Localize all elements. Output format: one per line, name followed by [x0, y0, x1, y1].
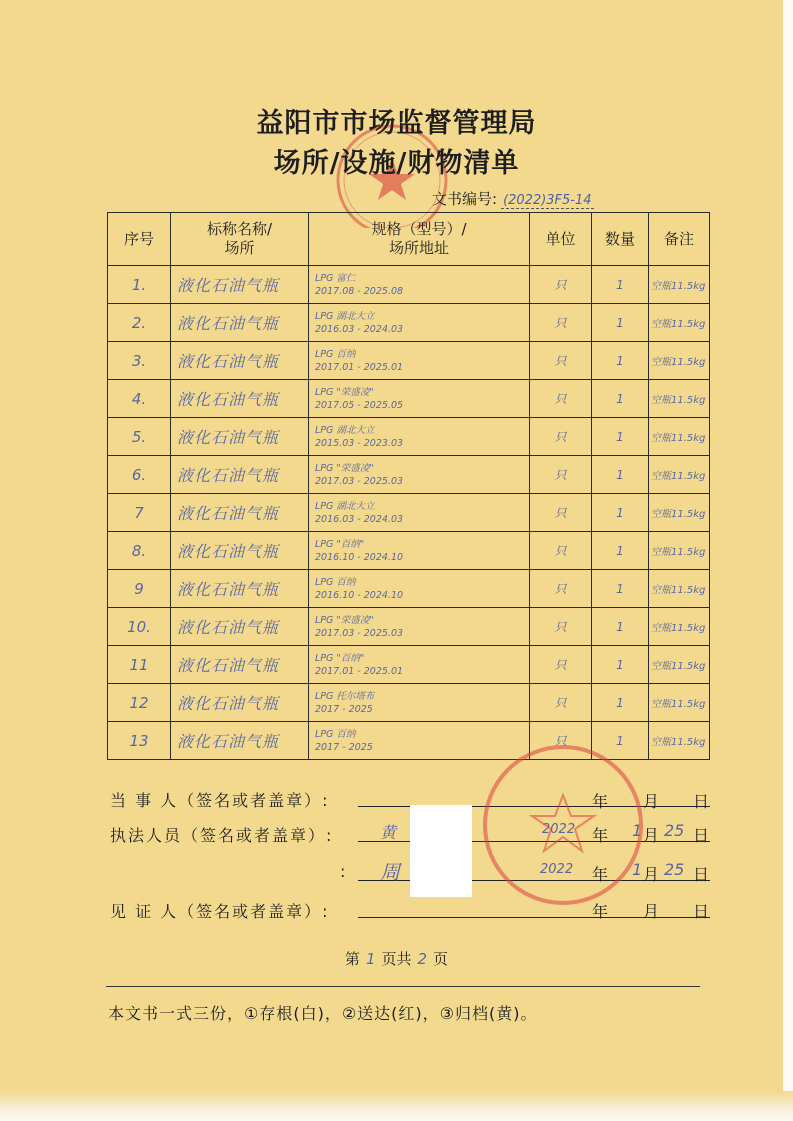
- spec-line1: [315, 614, 529, 627]
- unit-value: 只: [554, 392, 567, 406]
- seq-value: 7: [134, 503, 144, 522]
- officer1-day-label: 日: [693, 826, 710, 845]
- officer2-signature-row: [340, 862, 347, 881]
- officer1-day: 25: [664, 821, 685, 840]
- table-row: [108, 532, 710, 570]
- spec-line1: [315, 348, 529, 361]
- spec-date-range: 2015.03 - 2023.03: [315, 437, 404, 449]
- qty-value: 1: [616, 315, 624, 330]
- spec-brand: LPG 百纳: [315, 576, 356, 588]
- name-value: 液化石油气瓶: [177, 542, 280, 561]
- cell-seq: [108, 418, 171, 456]
- page-middle: 页共: [381, 950, 412, 968]
- spec-date-range: 2017 - 2025: [315, 703, 373, 715]
- spec-brand: LPG "荣盛凌": [315, 462, 374, 474]
- cell-qty: [592, 266, 649, 304]
- witness-day: 日: [693, 902, 710, 921]
- spec-line1: [315, 500, 529, 513]
- table-row: [108, 570, 710, 608]
- cell-note: [649, 646, 710, 684]
- cell-unit: [530, 608, 592, 646]
- cell-spec: [309, 456, 530, 494]
- spec-line2: [315, 703, 529, 716]
- header-qty: 数量: [592, 213, 649, 266]
- table-row: [108, 456, 710, 494]
- spec-date-range: 2016.03 - 2024.03: [315, 323, 404, 335]
- unit-value: 只: [554, 696, 567, 710]
- cell-spec: [309, 532, 530, 570]
- qty-value: 1: [616, 657, 624, 672]
- cell-qty: [592, 570, 649, 608]
- table-row: [108, 646, 710, 684]
- cell-note: [649, 418, 710, 456]
- witness-year: 年: [592, 902, 609, 921]
- qty-value: 1: [616, 467, 624, 482]
- cell-seq: [108, 532, 171, 570]
- spec-brand: LPG 百纳: [315, 348, 356, 360]
- spec-line2: [315, 285, 529, 298]
- name-value: 液化石油气瓶: [177, 352, 280, 371]
- table-row: [108, 494, 710, 532]
- seq-value: 6.: [131, 465, 147, 484]
- cell-seq: [108, 722, 171, 760]
- cell-unit: [530, 304, 592, 342]
- officer2-year: 2022: [540, 862, 574, 877]
- name-value: 液化石油气瓶: [177, 314, 280, 333]
- qty-value: 1: [616, 695, 624, 710]
- cell-note: [649, 456, 710, 494]
- cell-name: [171, 494, 309, 532]
- witness-month: 月: [643, 902, 660, 921]
- note-value: 空瓶11.5kg: [651, 395, 706, 406]
- spec-line2: [315, 513, 529, 526]
- cell-unit: [530, 684, 592, 722]
- qty-value: 1: [616, 505, 624, 520]
- cell-name: [171, 418, 309, 456]
- spec-line2: [315, 323, 529, 336]
- spec-date-range: 2017 - 2025: [315, 741, 373, 753]
- header-unit: 单位: [530, 213, 592, 266]
- cell-name: [171, 304, 309, 342]
- cell-name: [171, 570, 309, 608]
- spec-line2: [315, 475, 529, 488]
- seq-value: 3.: [131, 351, 147, 370]
- officer1-year-label: 年: [592, 826, 609, 845]
- seq-value: 13: [129, 731, 149, 750]
- cell-note: [649, 722, 710, 760]
- spec-brand: LPG "百纳": [315, 652, 365, 664]
- spec-line1: [315, 272, 529, 285]
- cell-note: [649, 304, 710, 342]
- spec-brand: LPG 托尔塔布: [315, 690, 375, 702]
- header-note: 备注: [649, 213, 710, 266]
- unit-value: 只: [554, 582, 567, 596]
- spec-line1: [315, 576, 529, 589]
- spec-line2: [315, 627, 529, 640]
- spec-brand: LPG 百纳: [315, 728, 356, 740]
- cell-note: [649, 570, 710, 608]
- document-title: 益阳市市场监督管理局: [256, 108, 537, 139]
- spec-line2: [315, 589, 529, 602]
- seq-value: 10.: [127, 617, 151, 636]
- spec-line2: [315, 399, 529, 412]
- cell-qty: [592, 304, 649, 342]
- party-month: 月: [643, 792, 660, 811]
- header-spec-line2: 场所地址: [388, 239, 449, 257]
- unit-value: 只: [554, 316, 567, 330]
- cell-qty: [592, 456, 649, 494]
- table-header-row: [108, 213, 710, 266]
- seq-value: 1.: [131, 275, 147, 294]
- inventory-table: [107, 212, 710, 760]
- unit-value: 只: [554, 354, 567, 368]
- unit-value: 只: [554, 468, 567, 482]
- officer1-month-label: 月: [643, 826, 660, 845]
- party-year: 年: [592, 792, 609, 811]
- officer1-signature: 黄: [380, 823, 397, 842]
- table-row: [108, 684, 710, 722]
- qty-value: 1: [616, 733, 624, 748]
- header-seq: 序号: [108, 213, 171, 266]
- header-name: [171, 213, 309, 266]
- cell-unit: [530, 532, 592, 570]
- name-value: 液化石油气瓶: [177, 580, 280, 599]
- cell-name: [171, 380, 309, 418]
- cell-note: [649, 532, 710, 570]
- unit-value: 只: [554, 278, 567, 292]
- officer2-day-label: 日: [693, 865, 710, 884]
- table-row: [108, 418, 710, 456]
- spec-line2: [315, 665, 529, 678]
- seq-value: 4.: [131, 389, 147, 408]
- spec-date-range: 2017.03 - 2025.03: [315, 627, 404, 639]
- spec-line1: [315, 310, 529, 323]
- cell-spec: [309, 266, 530, 304]
- cell-unit: [530, 380, 592, 418]
- cell-seq: [108, 304, 171, 342]
- spec-brand: LPG "荣盛凌": [315, 614, 374, 626]
- cell-qty: [592, 418, 649, 456]
- page-number: [0, 948, 793, 969]
- cell-qty: [592, 494, 649, 532]
- spec-line1: [315, 652, 529, 665]
- cell-seq: [108, 456, 171, 494]
- cell-seq: [108, 646, 171, 684]
- spec-brand: LPG "百纳": [315, 538, 365, 550]
- officer2-month-label: 月: [643, 865, 660, 884]
- officer1-year: 2022: [542, 822, 576, 837]
- party-label: 当 事 人（签名或者盖章）:: [110, 791, 330, 810]
- doc-number-value: (2022)3F5-14: [503, 193, 592, 208]
- page-total: 2: [417, 950, 428, 968]
- officer2-day: 25: [664, 860, 685, 879]
- cell-name: [171, 608, 309, 646]
- cell-note: [649, 494, 710, 532]
- cell-note: [649, 684, 710, 722]
- officer2-signature: 周: [380, 860, 400, 884]
- note-value: 空瓶11.5kg: [651, 509, 706, 520]
- cell-qty: [592, 342, 649, 380]
- note-value: 空瓶11.5kg: [651, 281, 706, 292]
- party-signature-row: [110, 788, 330, 811]
- header-spec: [309, 213, 530, 266]
- cell-unit: [530, 266, 592, 304]
- spec-line2: [315, 361, 529, 374]
- cell-name: [171, 532, 309, 570]
- name-value: 液化石油气瓶: [177, 694, 280, 713]
- witness-signature-row: [110, 899, 330, 922]
- cell-unit: [530, 342, 592, 380]
- officer2-month: 1: [632, 860, 643, 879]
- spec-brand: LPG 湖北大立: [315, 310, 375, 322]
- seq-value: 5.: [131, 427, 147, 446]
- note-value: 空瓶11.5kg: [651, 319, 706, 330]
- table-row: [108, 608, 710, 646]
- spec-brand: LPG 富仁: [315, 272, 356, 284]
- spec-line2: [315, 437, 529, 450]
- document-subtitle: 场所/设施/财物清单: [273, 148, 520, 179]
- unit-value: 只: [554, 734, 567, 748]
- table-row: [108, 342, 710, 380]
- name-value: 液化石油气瓶: [177, 390, 280, 409]
- officer-signature-row: [110, 823, 333, 846]
- note-value: 空瓶11.5kg: [651, 357, 706, 368]
- cell-seq: [108, 342, 171, 380]
- note-value: 空瓶11.5kg: [651, 737, 706, 748]
- cell-seq: [108, 684, 171, 722]
- cell-qty: [592, 646, 649, 684]
- note-value: 空瓶11.5kg: [651, 433, 706, 444]
- footnote: 本文书一式三份，①存根(白)，②送达(红)，③归档(黄)。: [108, 1004, 538, 1023]
- cell-seq: [108, 570, 171, 608]
- unit-value: 只: [554, 620, 567, 634]
- qty-value: 1: [616, 391, 624, 406]
- cell-name: [171, 684, 309, 722]
- doc-number-label: 文书编号:: [432, 190, 498, 208]
- doc-number: [432, 188, 594, 209]
- name-value: 液化石油气瓶: [177, 428, 280, 447]
- header-name-line2: 场所: [224, 239, 255, 257]
- cell-unit: [530, 456, 592, 494]
- footer-divider: [106, 986, 700, 987]
- cell-spec: [309, 570, 530, 608]
- spec-brand: LPG 湖北大立: [315, 500, 375, 512]
- spec-date-range: 2017.01 - 2025.01: [315, 361, 404, 373]
- cell-unit: [530, 646, 592, 684]
- spec-line1: [315, 538, 529, 551]
- cell-spec: [309, 494, 530, 532]
- unit-value: 只: [554, 544, 567, 558]
- note-value: 空瓶11.5kg: [651, 623, 706, 634]
- seq-value: 11: [129, 655, 149, 674]
- cell-qty: [592, 684, 649, 722]
- cell-spec: [309, 380, 530, 418]
- name-value: 液化石油气瓶: [177, 732, 280, 751]
- cell-spec: [309, 418, 530, 456]
- cell-name: [171, 722, 309, 760]
- cell-qty: [592, 532, 649, 570]
- table-row: [108, 304, 710, 342]
- seq-value: 12: [129, 693, 149, 712]
- note-value: 空瓶11.5kg: [651, 585, 706, 596]
- qty-value: 1: [616, 543, 624, 558]
- table-row: [108, 380, 710, 418]
- unit-value: 只: [554, 430, 567, 444]
- officer2-year-label: 年: [592, 865, 609, 884]
- name-value: 液化石油气瓶: [177, 466, 280, 485]
- spec-date-range: 2016.10 - 2024.10: [315, 551, 404, 563]
- cell-note: [649, 342, 710, 380]
- qty-value: 1: [616, 581, 624, 596]
- spec-date-range: 2017.01 - 2025.01: [315, 665, 404, 677]
- cell-qty: [592, 608, 649, 646]
- spec-date-range: 2017.08 - 2025.08: [315, 285, 404, 297]
- cell-unit: [530, 570, 592, 608]
- cell-seq: [108, 494, 171, 532]
- name-value: 液化石油气瓶: [177, 656, 280, 675]
- spec-line1: [315, 462, 529, 475]
- cell-spec: [309, 646, 530, 684]
- cell-spec: [309, 342, 530, 380]
- qty-value: 1: [616, 619, 624, 634]
- spec-line2: [315, 551, 529, 564]
- spec-brand: LPG "荣盛凌": [315, 386, 374, 398]
- spec-date-range: 2017.05 - 2025.05: [315, 399, 404, 411]
- header-spec-line1: 规格（型号）/: [371, 220, 467, 238]
- page-bottom-edge: [0, 1091, 793, 1121]
- cell-name: [171, 266, 309, 304]
- qty-value: 1: [616, 353, 624, 368]
- spec-date-range: 2016.10 - 2024.10: [315, 589, 404, 601]
- name-value: 液化石油气瓶: [177, 276, 280, 295]
- note-value: 空瓶11.5kg: [651, 471, 706, 482]
- page-prefix: 第: [344, 950, 360, 968]
- officer-label: 执法人员（签名或者盖章）:: [110, 826, 334, 845]
- cell-name: [171, 456, 309, 494]
- cell-spec: [309, 684, 530, 722]
- cell-note: [649, 380, 710, 418]
- seq-value: 2.: [131, 313, 147, 332]
- cell-unit: [530, 494, 592, 532]
- spec-date-range: 2017.03 - 2025.03: [315, 475, 404, 487]
- seq-value: 8.: [131, 541, 147, 560]
- cell-seq: [108, 380, 171, 418]
- page-suffix: 页: [433, 950, 449, 968]
- cell-unit: [530, 418, 592, 456]
- spec-line1: [315, 424, 529, 437]
- officer2-label: :: [340, 862, 348, 881]
- witness-label: 见 证 人（签名或者盖章）:: [110, 902, 330, 921]
- header-name-line1: 标称名称/: [206, 220, 273, 238]
- spec-brand: LPG 湖北大立: [315, 424, 375, 436]
- cell-note: [649, 266, 710, 304]
- cell-note: [649, 608, 710, 646]
- unit-value: 只: [554, 658, 567, 672]
- qty-value: 1: [616, 277, 624, 292]
- page-current: 1: [365, 950, 376, 968]
- cell-seq: [108, 266, 171, 304]
- table-row: [108, 266, 710, 304]
- name-value: 液化石油气瓶: [177, 504, 280, 523]
- officer1-month: 1: [632, 821, 643, 840]
- spec-date-range: 2016.03 - 2024.03: [315, 513, 404, 525]
- spec-line1: [315, 728, 529, 741]
- spec-line1: [315, 690, 529, 703]
- name-value: 液化石油气瓶: [177, 618, 280, 637]
- qty-value: 1: [616, 429, 624, 444]
- note-value: 空瓶11.5kg: [651, 699, 706, 710]
- company-seal: [478, 740, 648, 910]
- seq-value: 9: [134, 579, 144, 598]
- party-day: 日: [693, 792, 710, 811]
- cell-spec: [309, 304, 530, 342]
- cell-name: [171, 342, 309, 380]
- spec-line1: [315, 386, 529, 399]
- cell-spec: [309, 608, 530, 646]
- note-value: 空瓶11.5kg: [651, 661, 706, 672]
- redaction-block: [410, 805, 472, 897]
- cell-qty: [592, 380, 649, 418]
- cell-name: [171, 646, 309, 684]
- note-value: 空瓶11.5kg: [651, 547, 706, 558]
- unit-value: 只: [554, 506, 567, 520]
- cell-seq: [108, 608, 171, 646]
